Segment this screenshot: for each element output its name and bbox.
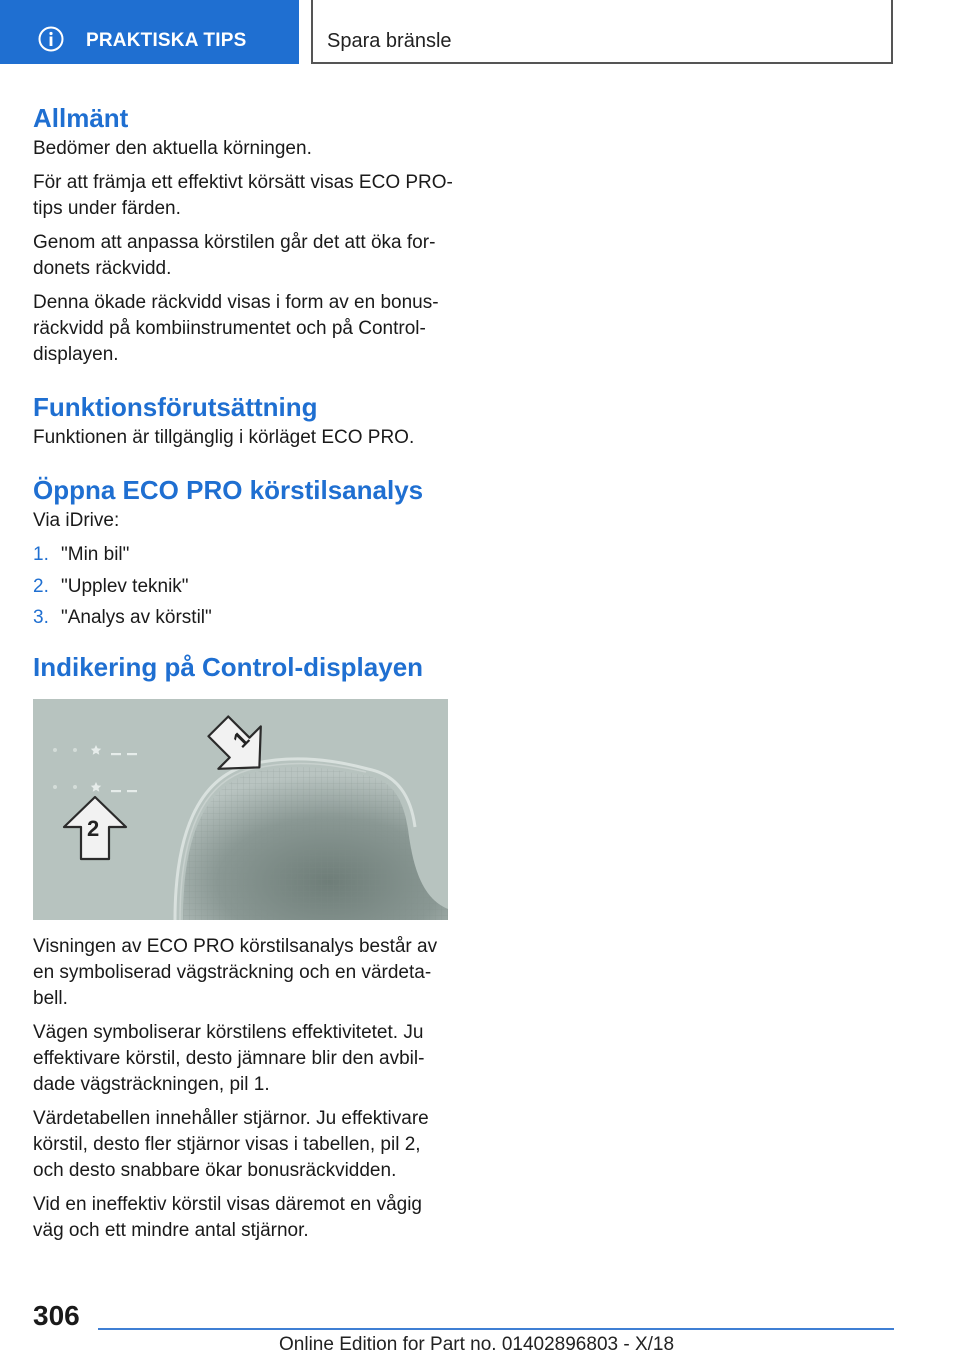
paragraph: Vägen symboliserar körstilens effektivitetet. Ju effektivare körstil, desto jämnare blir den avbildade vägsträckningen, pil 1. xyxy=(33,1021,425,1095)
page-title: Spara bränsle xyxy=(327,30,452,52)
section-label: PRAKTISKA TIPS xyxy=(86,30,247,51)
section-tab[interactable] xyxy=(0,0,299,64)
step-number: 2. xyxy=(33,575,49,597)
heading-oppna: Öppna ECO PRO körstilsanalys xyxy=(33,475,424,505)
heading-indikering: Indikering på Control-displayen xyxy=(33,651,424,682)
paragraph: Denna ökade räckvidd visas i form av en bonusräckvidd på kombiinstrumentet och på Control-displayen. xyxy=(33,292,439,365)
list-item xyxy=(33,605,453,631)
footer-divider xyxy=(98,1328,894,1330)
step-text: "Analys av körstil" xyxy=(61,607,212,628)
paragraph: För att främja ett effektivt körsätt visas ECO PRO-tips under färden. xyxy=(33,172,453,219)
arrow-1-label: 1 xyxy=(227,725,255,752)
list-item xyxy=(33,574,453,600)
paragraph: Visningen av ECO PRO körstilsanalys består av en symboliserad vägsträckning och en värdetabell. xyxy=(33,935,438,1009)
paragraph: Genom att anpassa körstilen går det att öka fordonets räckvidd. xyxy=(33,232,436,279)
heading-allmant: Allmänt xyxy=(33,103,129,133)
list-item xyxy=(33,542,453,568)
paragraph: Via iDrive: xyxy=(33,510,120,531)
paragraph: Vid en ineffektiv körstil visas däremot en vågig väg och ett mindre antal stjärnor. xyxy=(33,1193,422,1241)
heading-funktion: Funktionsförutsättning xyxy=(33,392,318,422)
paragraph: Funktionen är tillgänglig i körläget ECO PRO. xyxy=(33,427,415,448)
step-number: 3. xyxy=(33,607,49,628)
paragraph: Värdetabellen innehåller stjärnor. Ju effektivare körstil, desto fler stjärnor visas i tabellen, pil 2, och desto snabbare ökar bonusräckvidden. xyxy=(33,1107,429,1181)
paragraph: Bedömer den aktuella körningen. xyxy=(33,138,312,159)
arrow-2-label: 2 xyxy=(87,815,100,841)
main-content xyxy=(33,100,453,1244)
step-text: "Upplev teknik" xyxy=(61,575,189,597)
info-circle-icon xyxy=(38,26,64,52)
page-number: 306 xyxy=(33,1300,80,1331)
edition-label: Online Edition for Part no. 01402896803 - X/18 xyxy=(279,1334,675,1355)
step-text: "Min bil" xyxy=(61,544,130,565)
control-display-figure xyxy=(33,699,448,920)
step-number: 1. xyxy=(33,544,49,565)
steps-list xyxy=(33,542,453,631)
page-title-box xyxy=(311,0,893,64)
